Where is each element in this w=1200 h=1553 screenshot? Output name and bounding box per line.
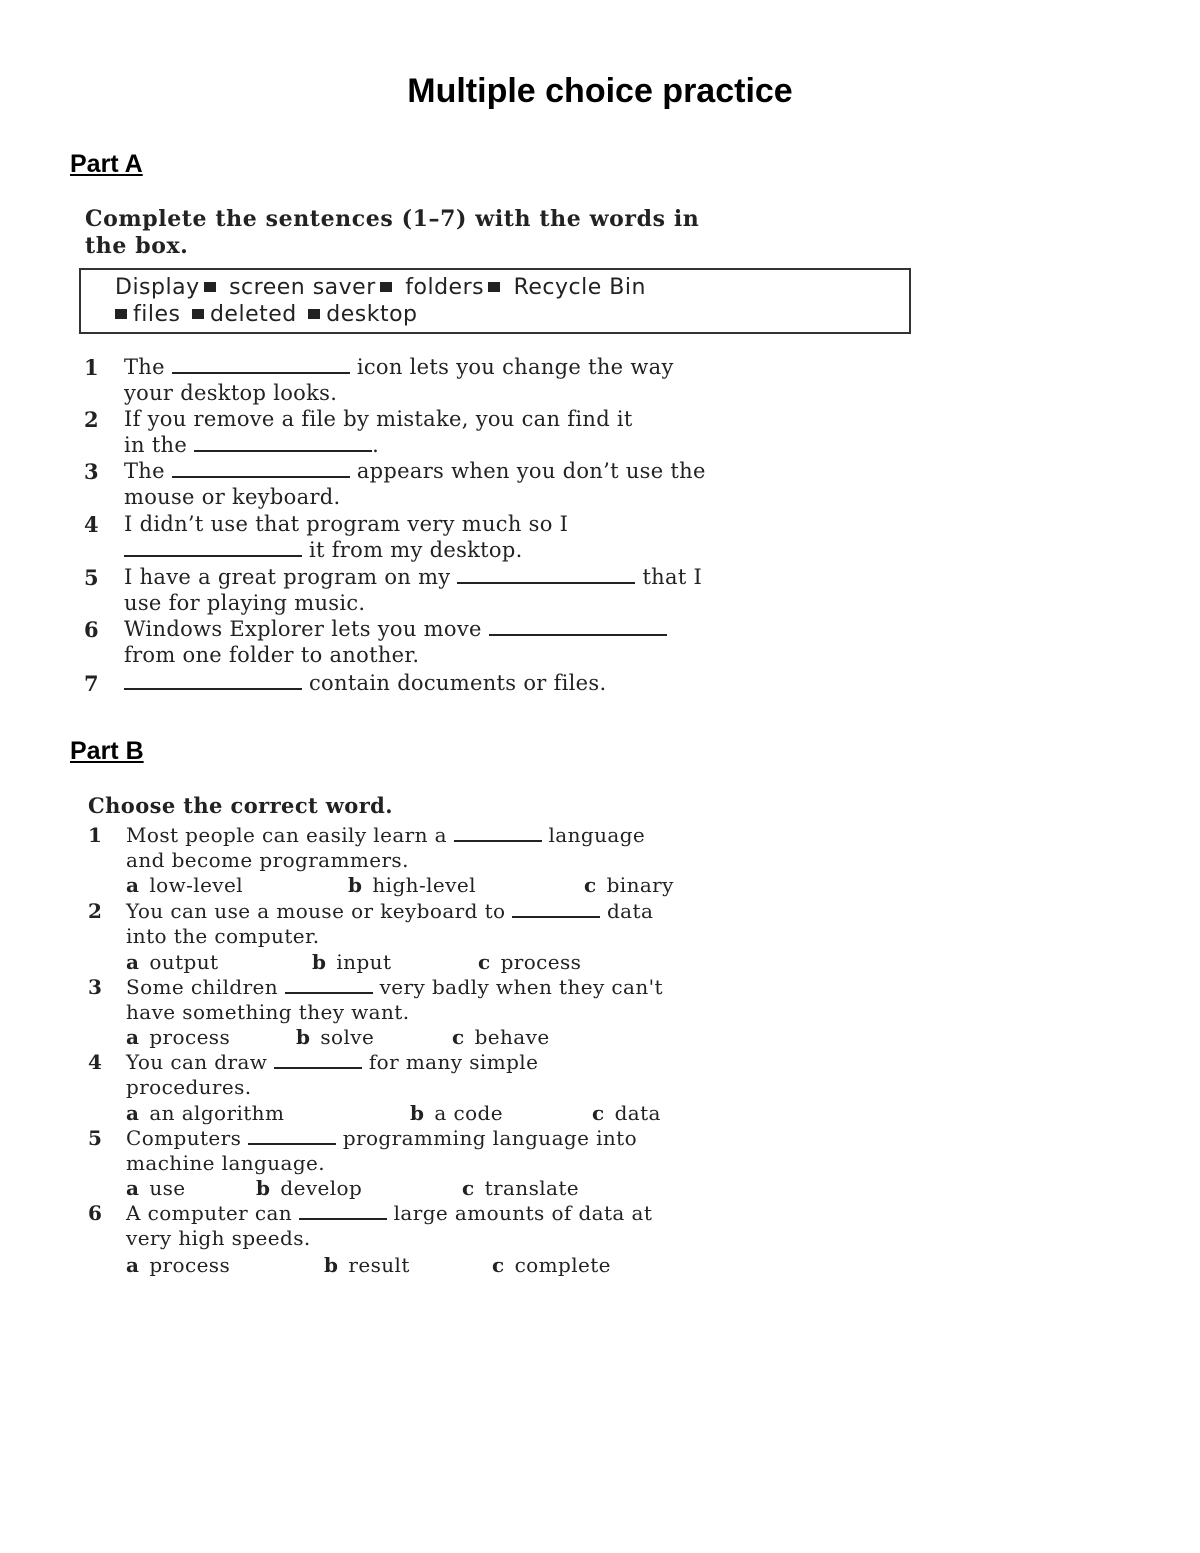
option-a[interactable] (126, 950, 312, 974)
item-text: . (372, 433, 380, 457)
item-text: for many simple (368, 1050, 539, 1074)
word-box-word: files (133, 302, 181, 327)
option-letter: b (348, 873, 363, 897)
item-number: 2 (88, 899, 103, 923)
item-text: very badly when they can't (379, 975, 663, 999)
part-b-instruction: Choose the correct word. (88, 793, 393, 818)
option-text: complete (514, 1253, 611, 1277)
options-row (126, 1253, 611, 1277)
item-text: I didn’t use that program very much so I (124, 512, 569, 536)
item-text: A computer can (126, 1201, 293, 1225)
item-number: 7 (84, 671, 99, 696)
item-number: 5 (84, 565, 99, 590)
option-letter: c (462, 1176, 475, 1200)
option-c[interactable] (584, 873, 674, 897)
option-text: high-level (372, 873, 476, 897)
item-text: You can draw (126, 1050, 268, 1074)
option-text: binary (606, 873, 674, 897)
square-bullet-icon (204, 282, 216, 292)
option-letter: a (126, 873, 140, 897)
item-text: Some children (126, 975, 279, 999)
item-text: use for playing music. (124, 591, 366, 615)
answer-blank[interactable] (248, 1142, 336, 1145)
item-text: it from my desktop. (308, 538, 523, 562)
item-text: data (606, 899, 654, 923)
word-box-line-2 (115, 301, 909, 328)
option-text: process (149, 1025, 231, 1049)
word-box (79, 268, 911, 334)
option-letter: c (492, 1253, 505, 1277)
item-text: contain documents or files. (308, 671, 607, 695)
item-text: programming language into (342, 1126, 638, 1150)
item-text: and become programmers. (126, 848, 409, 872)
square-bullet-icon (488, 282, 500, 292)
option-letter: a (126, 950, 140, 974)
option-text: a code (434, 1101, 503, 1125)
option-text: output (149, 950, 219, 974)
item-text: I have a great program on my (124, 565, 451, 589)
option-a[interactable] (126, 1025, 296, 1049)
answer-blank[interactable] (457, 581, 635, 584)
options-row (126, 1101, 661, 1125)
answer-blank[interactable] (299, 1217, 387, 1220)
options-row (126, 873, 674, 897)
option-letter: b (324, 1253, 339, 1277)
item-text: machine language. (126, 1151, 326, 1175)
item-number: 3 (88, 975, 103, 999)
square-bullet-icon (308, 309, 320, 319)
option-c[interactable] (462, 1176, 579, 1200)
option-c[interactable] (452, 1025, 550, 1049)
option-letter: a (126, 1101, 140, 1125)
part-b-items (88, 823, 928, 1293)
option-a[interactable] (126, 1101, 410, 1125)
option-letter: c (584, 873, 597, 897)
option-text: translate (484, 1176, 580, 1200)
options-row (126, 1176, 579, 1200)
part-a-instruction-line-2: the box. (85, 233, 189, 259)
option-b[interactable] (256, 1176, 462, 1200)
word-box-line-1 (115, 274, 909, 301)
word-box-word: Recycle Bin (513, 275, 646, 300)
part-b-heading: Part B (70, 737, 144, 765)
item-text: You can use a mouse or keyboard to (126, 899, 506, 923)
word-box-word: folders (405, 275, 485, 300)
answer-blank[interactable] (172, 475, 350, 478)
part-a-heading: Part A (70, 150, 143, 178)
option-letter: a (126, 1253, 140, 1277)
option-letter: b (410, 1101, 425, 1125)
item-number: 4 (84, 512, 99, 537)
item-text: Most people can easily learn a (126, 823, 447, 847)
option-text: behave (474, 1025, 550, 1049)
option-letter: c (452, 1025, 465, 1049)
option-letter: c (592, 1101, 605, 1125)
item-text: Windows Explorer lets you move (124, 617, 482, 641)
option-text: data (614, 1101, 661, 1125)
square-bullet-icon (115, 309, 127, 319)
option-letter: a (126, 1176, 140, 1200)
word-box-word: screen saver (229, 275, 376, 300)
answer-blank[interactable] (124, 554, 302, 557)
option-c[interactable] (492, 1253, 611, 1277)
item-text: your desktop looks. (124, 381, 338, 405)
item-text: icon lets you change the way (356, 355, 674, 379)
word-box-word: deleted (209, 302, 297, 327)
answer-blank[interactable] (285, 991, 373, 994)
item-text: language (548, 823, 646, 847)
part-a-instruction (85, 206, 699, 260)
option-letter: b (312, 950, 327, 974)
part-a-items (84, 355, 924, 705)
item-text: mouse or keyboard. (124, 485, 341, 509)
item-number: 6 (84, 617, 99, 642)
option-text: result (348, 1253, 410, 1277)
answer-blank[interactable] (454, 839, 542, 842)
option-a[interactable] (126, 1253, 324, 1277)
option-letter: c (478, 950, 491, 974)
option-text: process (149, 1253, 231, 1277)
options-row (126, 950, 581, 974)
item-text: from one folder to another. (124, 643, 420, 667)
answer-blank[interactable] (274, 1066, 362, 1069)
option-text: use (149, 1176, 186, 1200)
option-text: input (336, 950, 392, 974)
option-b[interactable] (348, 873, 584, 897)
part-a-instruction-line-1: Complete the sentences (1–7) with the words in (85, 206, 700, 232)
word-box-word: desktop (326, 302, 418, 327)
option-b[interactable] (410, 1101, 592, 1125)
item-number: 4 (88, 1050, 103, 1074)
answer-blank[interactable] (512, 915, 600, 918)
item-text: in the (124, 433, 188, 457)
option-a[interactable] (126, 873, 348, 897)
option-text: low-level (149, 873, 244, 897)
answer-blank[interactable] (489, 633, 667, 636)
item-text: If you remove a file by mistake, you can find it (124, 407, 633, 431)
item-text: into the computer. (126, 924, 320, 948)
item-text: that I (642, 565, 703, 589)
item-number: 1 (88, 823, 103, 847)
option-b[interactable] (324, 1253, 492, 1277)
item-text: have something they want. (126, 1000, 410, 1024)
answer-blank[interactable] (194, 449, 372, 452)
page-title: Multiple choice practice (407, 72, 793, 110)
option-a[interactable] (126, 1176, 256, 1200)
option-text: an algorithm (149, 1101, 285, 1125)
item-text: procedures. (126, 1075, 252, 1099)
option-c[interactable] (592, 1101, 661, 1125)
option-text: develop (280, 1176, 363, 1200)
option-c[interactable] (478, 950, 581, 974)
option-b[interactable] (296, 1025, 452, 1049)
answer-blank[interactable] (124, 687, 302, 690)
square-bullet-icon (380, 282, 392, 292)
option-letter: b (256, 1176, 271, 1200)
item-text: The (124, 459, 165, 483)
item-text: appears when you don’t use the (356, 459, 706, 483)
option-b[interactable] (312, 950, 478, 974)
item-text: Computers (126, 1126, 242, 1150)
item-number: 5 (88, 1126, 103, 1150)
square-bullet-icon (192, 309, 204, 319)
item-number: 3 (84, 459, 99, 484)
item-number: 2 (84, 407, 99, 432)
option-letter: a (126, 1025, 140, 1049)
item-text: very high speeds. (126, 1226, 311, 1250)
options-row (126, 1025, 550, 1049)
item-text: The (124, 355, 165, 379)
answer-blank[interactable] (172, 371, 350, 374)
item-text: large amounts of data at (393, 1201, 653, 1225)
item-number: 1 (84, 355, 99, 380)
option-text: process (500, 950, 582, 974)
option-text: solve (320, 1025, 375, 1049)
word-box-word: Display (115, 275, 200, 300)
item-number: 6 (88, 1201, 103, 1225)
option-letter: b (296, 1025, 311, 1049)
